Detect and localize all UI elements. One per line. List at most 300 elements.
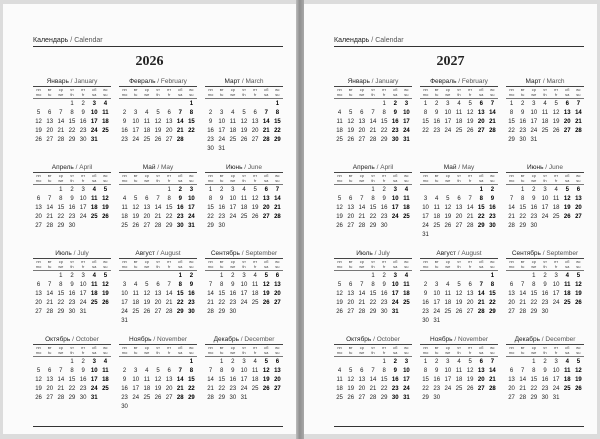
month-title	[33, 77, 111, 87]
month-title	[119, 77, 197, 87]
day-number: 24	[422, 223, 429, 229]
month-title-separator: /	[454, 336, 457, 343]
weekday-label: вт	[434, 173, 439, 178]
day-number: 28	[57, 395, 65, 401]
day-number: 23	[380, 300, 388, 306]
day-number: 21	[489, 377, 496, 383]
month-name-en: November	[157, 336, 187, 343]
day-number: 1	[70, 101, 74, 107]
day-number: 23	[229, 386, 237, 392]
month-title	[334, 335, 412, 345]
day-number: 24	[121, 309, 128, 315]
empty-cell	[205, 272, 216, 281]
day-number: 3	[134, 368, 138, 374]
month-title	[506, 249, 584, 259]
day-number: 22	[530, 300, 538, 306]
day-number: 4	[404, 273, 409, 279]
day-number: 3	[435, 282, 439, 288]
weekday-label: вс	[576, 345, 581, 350]
day-number: 29	[57, 223, 65, 229]
day-number: 28	[274, 214, 281, 220]
day-number: 5	[337, 282, 342, 288]
month-name-en: March	[245, 78, 264, 85]
day-number: 24	[132, 137, 140, 143]
day-number: 30	[489, 223, 496, 229]
day-number: 28	[46, 223, 54, 229]
day-number: 25	[336, 395, 343, 401]
day-number: 23	[530, 214, 538, 220]
weekday-label: ср	[144, 259, 149, 264]
day-number: 28	[358, 223, 366, 229]
empty-cell	[345, 186, 356, 195]
day-number: 15	[380, 377, 388, 383]
day-number: 25	[90, 300, 98, 306]
day-number: 22	[369, 214, 377, 220]
days-grid	[205, 100, 283, 154]
weekday-label: ср	[359, 87, 364, 92]
weekday-label: пн	[509, 173, 514, 178]
day-number: 9	[382, 282, 386, 288]
day-number: 25	[251, 300, 259, 306]
weekday-label: чт	[371, 259, 375, 264]
weekday-label: tu	[435, 177, 439, 183]
empty-cell	[238, 100, 249, 109]
weekday-label: th	[242, 177, 246, 183]
month-title	[420, 163, 498, 173]
weekday-label: вс	[189, 345, 194, 350]
weekday-label: пн	[337, 173, 342, 178]
day-number: 13	[508, 377, 515, 383]
day-number: 25	[541, 128, 549, 134]
day-number: 17	[422, 214, 429, 220]
day-number: 11	[121, 205, 128, 211]
weekday-label: th	[371, 91, 375, 97]
day-number: 10	[79, 196, 87, 202]
weekday-label: su	[103, 91, 108, 97]
month-title-separator: /	[541, 336, 544, 343]
day-number: 27	[455, 223, 463, 229]
day-number: 23	[68, 300, 76, 306]
weekday-label: вт	[47, 173, 52, 178]
day-number: 25	[336, 137, 343, 143]
day-number: 4	[554, 187, 558, 193]
weekday-label: пн	[122, 87, 127, 92]
day-number: 8	[70, 368, 74, 374]
weekday-label: mo	[336, 349, 343, 355]
empty-cell	[119, 358, 130, 367]
month-block	[420, 77, 498, 157]
day-number: 2	[532, 187, 536, 193]
day-number: 22	[519, 214, 527, 220]
empty-cell	[119, 186, 130, 195]
empty-cell	[345, 272, 356, 281]
day-number: 4	[231, 110, 235, 116]
day-number: 28	[369, 395, 377, 401]
day-number: 26	[132, 223, 140, 229]
weekday-label: чт	[543, 173, 547, 178]
days-grid	[205, 272, 283, 317]
weekday-label: сб	[92, 87, 97, 92]
weekday-label: пт	[468, 259, 473, 264]
day-number: 14	[466, 205, 474, 211]
weekday-label: th	[371, 263, 375, 269]
day-number: 20	[143, 214, 151, 220]
day-number: 25	[229, 137, 237, 143]
day-number: 12	[102, 196, 109, 202]
day-number: 20	[508, 386, 515, 392]
day-number: 13	[358, 119, 366, 125]
weekday-label: su	[490, 349, 495, 355]
day-number: 7	[360, 282, 364, 288]
day-number: 30	[530, 223, 538, 229]
weekday-label: сб	[479, 259, 484, 264]
weekday-label: th	[70, 177, 74, 183]
day-number: 11	[336, 119, 343, 125]
empty-cell	[164, 100, 175, 109]
day-number: 8	[220, 282, 224, 288]
day-number: 25	[121, 223, 128, 229]
day-number: 5	[349, 110, 353, 116]
day-number: 4	[253, 273, 257, 279]
month-name-ru: Апрель	[51, 164, 74, 171]
day-number: 22	[218, 386, 226, 392]
day-number: 11	[403, 282, 410, 288]
day-number: 4	[446, 282, 450, 288]
weekday-label: we	[144, 91, 150, 97]
month-name-ru: Март	[525, 78, 542, 85]
day-number: 12	[575, 282, 582, 288]
weekday-label: th	[543, 263, 547, 269]
day-number: 22	[422, 386, 429, 392]
day-number: 22	[165, 214, 173, 220]
day-number: 21	[358, 214, 366, 220]
weekday-label: th	[156, 349, 160, 355]
weekday-label: пт	[554, 87, 559, 92]
day-number: 28	[466, 223, 474, 229]
weekday-label: tu	[134, 263, 138, 269]
day-number: 9	[382, 196, 386, 202]
day-number: 3	[404, 101, 409, 107]
weekday-label: fr	[167, 349, 171, 355]
day-number: 17	[240, 377, 248, 383]
day-number: 16	[121, 386, 128, 392]
weekday-label: вс	[275, 87, 280, 92]
day-number: 8	[70, 110, 74, 116]
weekday-label: su	[490, 263, 495, 269]
day-number: 31	[403, 395, 410, 401]
month-title	[119, 335, 197, 345]
empty-cell	[44, 100, 55, 109]
day-number: 5	[576, 359, 581, 365]
month-name-ru: Сентябрь	[511, 250, 541, 257]
day-number: 21	[165, 300, 173, 306]
day-number: 21	[207, 300, 214, 306]
weekday-label: su	[404, 349, 409, 355]
weekday-label: вт	[47, 87, 52, 92]
day-number: 12	[240, 119, 248, 125]
weekday-row-en	[119, 351, 197, 358]
book-gutter	[296, 0, 304, 439]
day-number: 28	[369, 137, 377, 143]
weekday-label: sa	[479, 91, 484, 97]
day-number: 6	[565, 101, 569, 107]
weekday-label: we	[531, 349, 537, 355]
day-number: 13	[455, 205, 463, 211]
weekday-label: ср	[359, 173, 364, 178]
day-number: 14	[207, 291, 214, 297]
month-title-separator: /	[157, 164, 160, 171]
empty-cell	[55, 358, 66, 367]
weekday-label: чт	[371, 345, 375, 350]
weekday-label: вт	[434, 259, 439, 264]
day-number: 11	[132, 291, 139, 297]
weekday-label: th	[371, 349, 375, 355]
day-number: 9	[532, 196, 536, 202]
weekday-label: ср	[445, 173, 450, 178]
empty-cell	[420, 186, 431, 195]
weekday-label: ср	[445, 345, 450, 350]
empty-cell	[205, 358, 216, 367]
day-number: 6	[349, 282, 353, 288]
month-name-en: October	[75, 336, 99, 343]
day-number: 27	[274, 386, 281, 392]
day-number: 4	[457, 101, 461, 107]
day-number: 14	[262, 119, 270, 125]
weekday-label: fr	[382, 263, 386, 269]
day-number: 13	[35, 291, 42, 297]
day-number: 8	[178, 282, 182, 288]
weekday-label: mo	[508, 91, 515, 97]
day-number: 14	[489, 368, 496, 374]
day-number: 9	[189, 282, 194, 288]
day-number: 12	[466, 368, 474, 374]
weekday-label: пн	[337, 345, 342, 350]
day-number: 30	[207, 146, 214, 152]
day-number: 15	[207, 205, 214, 211]
day-number: 25	[240, 214, 248, 220]
day-number: 21	[57, 386, 65, 392]
day-number: 16	[229, 377, 237, 383]
day-number: 24	[229, 214, 237, 220]
day-number: 7	[264, 110, 268, 116]
weekday-label: we	[445, 263, 451, 269]
day-number: 21	[489, 119, 496, 125]
weekday-label: sa	[565, 349, 570, 355]
weekday-label: вс	[576, 87, 581, 92]
day-number: 30	[176, 223, 184, 229]
weekday-label: mo	[336, 91, 343, 97]
day-number: 29	[165, 223, 173, 229]
day-number: 23	[391, 386, 399, 392]
day-number: 3	[554, 273, 558, 279]
day-number: 18	[90, 205, 98, 211]
month-name-en: February	[160, 78, 187, 85]
day-number: 31	[530, 137, 538, 143]
day-number: 24	[240, 300, 248, 306]
empty-cell	[152, 100, 163, 109]
day-number: 3	[81, 273, 85, 279]
day-number: 12	[262, 368, 270, 374]
day-number: 1	[509, 101, 514, 107]
weekday-label: sa	[479, 349, 484, 355]
day-number: 16	[229, 291, 237, 297]
weekday-row-en	[205, 93, 283, 100]
weekday-label: вт	[348, 259, 353, 264]
day-number: 15	[477, 205, 485, 211]
day-number: 22	[188, 386, 195, 392]
day-number: 7	[479, 282, 483, 288]
month-name-ru: Февраль	[129, 78, 156, 85]
weekday-label: сб	[264, 259, 269, 264]
days-grid	[205, 186, 283, 231]
day-number: 23	[380, 214, 388, 220]
day-number: 27	[575, 214, 582, 220]
day-number: 3	[81, 187, 85, 193]
weekday-row-en	[420, 179, 498, 186]
weekday-label: mo	[207, 91, 214, 97]
month-title-separator: /	[72, 336, 74, 343]
day-number: 13	[154, 291, 162, 297]
weekday-label: su	[189, 349, 194, 355]
day-number: 18	[552, 205, 560, 211]
weekday-label: вт	[47, 345, 52, 350]
day-number: 20	[466, 300, 474, 306]
day-number: 3	[404, 359, 409, 365]
weekday-label: mo	[422, 263, 429, 269]
weekday-label: сб	[264, 173, 269, 178]
day-number: 24	[240, 386, 248, 392]
day-number: 21	[154, 214, 162, 220]
day-number: 10	[403, 368, 410, 374]
day-number: 30	[541, 395, 549, 401]
weekday-label: sa	[393, 349, 398, 355]
day-number: 2	[543, 359, 547, 365]
day-number: 5	[446, 196, 450, 202]
days-grid	[119, 186, 197, 231]
day-number: 28	[207, 395, 214, 401]
day-number: 2	[382, 187, 386, 193]
weekday-label: sa	[92, 177, 97, 183]
month-title	[33, 163, 111, 173]
day-number: 13	[251, 119, 259, 125]
weekday-label: вт	[133, 345, 138, 350]
day-number: 7	[521, 368, 525, 374]
day-number: 10	[552, 282, 560, 288]
weekday-label: ср	[58, 87, 63, 92]
day-number: 13	[274, 282, 281, 288]
day-number: 11	[541, 110, 549, 116]
empty-cell	[250, 100, 261, 109]
day-number: 14	[46, 205, 54, 211]
weekday-label: th	[156, 91, 160, 97]
day-number: 28	[154, 223, 162, 229]
weekday-label: вт	[348, 345, 353, 350]
weekday-label: tu	[220, 263, 224, 269]
day-number: 23	[218, 214, 226, 220]
day-number: 17	[79, 291, 87, 297]
day-number: 30	[121, 404, 128, 410]
days-grid	[420, 186, 498, 240]
day-number: 9	[81, 368, 85, 374]
day-number: 8	[382, 110, 386, 116]
day-number: 9	[70, 282, 74, 288]
footer-rule	[334, 426, 584, 427]
weekday-label: th	[457, 349, 461, 355]
weekday-label: fr	[554, 91, 558, 97]
day-number: 12	[262, 282, 270, 288]
day-number: 29	[369, 223, 377, 229]
day-number: 28	[508, 223, 515, 229]
day-number: 18	[251, 377, 259, 383]
weekday-label: mo	[422, 349, 429, 355]
year-title: 2026	[135, 54, 164, 69]
day-number: 22	[422, 128, 429, 134]
weekday-label: tu	[435, 263, 439, 269]
day-number: 1	[423, 101, 428, 107]
day-number: 7	[178, 110, 182, 116]
day-number: 18	[240, 205, 248, 211]
day-number: 4	[145, 368, 149, 374]
day-number: 9	[543, 282, 547, 288]
day-number: 3	[393, 273, 397, 279]
month-block	[205, 249, 283, 329]
empty-cell	[44, 358, 55, 367]
day-number: 16	[79, 119, 87, 125]
weekday-label: вс	[490, 87, 495, 92]
month-title	[205, 163, 283, 173]
day-number: 14	[57, 119, 65, 125]
weekday-label: mo	[121, 91, 128, 97]
day-number: 1	[189, 359, 194, 365]
day-number: 18	[251, 291, 259, 297]
day-number: 27	[508, 309, 515, 315]
weekday-row-en	[33, 265, 111, 272]
day-number: 21	[57, 128, 65, 134]
weekday-label: вс	[103, 345, 108, 350]
day-number: 12	[154, 119, 162, 125]
header-ru: Календарь	[334, 37, 370, 44]
weekday-label: we	[359, 177, 365, 183]
day-number: 31	[552, 395, 560, 401]
day-number: 16	[422, 300, 429, 306]
day-number: 4	[404, 187, 409, 193]
weekday-label: mo	[422, 91, 429, 97]
day-number: 19	[466, 377, 474, 383]
day-number: 1	[371, 187, 375, 193]
day-number: 19	[154, 128, 162, 134]
day-number: 28	[176, 137, 184, 143]
empty-cell	[476, 272, 487, 281]
weekday-row-en	[334, 93, 412, 100]
weekday-label: we	[230, 177, 236, 183]
day-number: 17	[132, 128, 140, 134]
empty-cell	[431, 272, 442, 281]
weekday-label: сб	[92, 345, 97, 350]
weekday-label: пн	[36, 87, 41, 92]
weekday-label: th	[543, 349, 547, 355]
day-number: 21	[369, 386, 377, 392]
day-number: 17	[218, 128, 226, 134]
empty-cell	[506, 186, 517, 195]
weekday-label: сб	[178, 259, 183, 264]
weekday-row-en	[119, 179, 197, 186]
day-number: 11	[102, 110, 109, 116]
day-number: 23	[79, 128, 87, 134]
weekday-label: сб	[479, 173, 484, 178]
month-block	[205, 335, 283, 415]
day-number: 10	[121, 291, 128, 297]
day-number: 19	[552, 119, 560, 125]
